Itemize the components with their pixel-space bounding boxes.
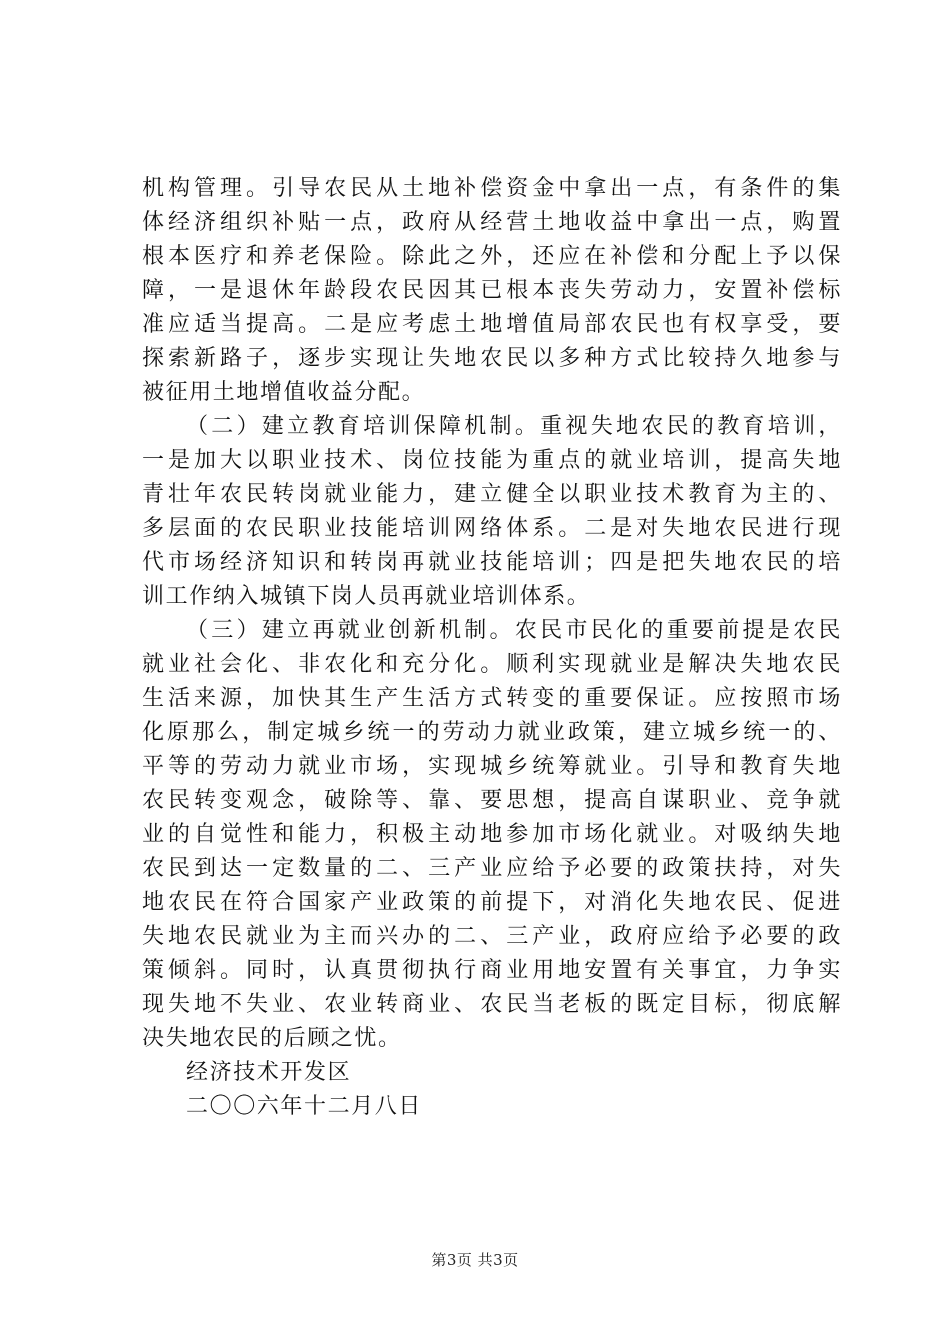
- signature-date: 二〇〇六年十二月八日: [186, 1094, 423, 1119]
- text-line: 被征用土地增值收益分配。: [142, 380, 426, 405]
- text-line: 探索新路子，逐步实现让失地农民以多种方式比较持久地参与: [142, 346, 842, 371]
- text-line: 农民转变观念，破除等、靠、要思想，提高自谋职业、竞争就: [142, 788, 842, 813]
- text-line: 现失地不失业、农业转商业、农民当老板的既定目标，彻底解: [142, 992, 842, 1017]
- document-body: [142, 172, 842, 1124]
- text-line: 体经济组织补贴一点，政府从经营土地收益中拿出一点，购置: [142, 210, 842, 235]
- text-line: 就业社会化、非农化和充分化。顺利实现就业是解决失地农民: [142, 652, 842, 677]
- signature-organization: 经济技术开发区: [186, 1060, 352, 1085]
- text-line: 障，一是退休年龄段农民因其已根本丧失劳动力，安置补偿标: [142, 278, 842, 303]
- text-line: 一是加大以职业技术、岗位技能为重点的就业培训，提高失地: [142, 448, 842, 473]
- text-line: 农民到达一定数量的二、三产业应给予必要的政策扶持，对失: [142, 856, 842, 881]
- text-line: 平等的劳动力就业市场，实现城乡统筹就业。引导和教育失地: [142, 754, 842, 779]
- text-line: 青壮年农民转岗就业能力，建立健全以职业技术教育为主的、: [142, 482, 842, 507]
- section-heading-line: （二）建立教育培训保障机制。重视失地农民的教育培训，: [186, 414, 842, 439]
- page-number-footer: 第3页 共3页: [431, 1251, 519, 1269]
- text-line: 业的自觉性和能力，积极主动地参加市场化就业。对吸纳失地: [142, 822, 842, 847]
- text-line: 代市场经济知识和转岗再就业技能培训；四是把失地农民的培: [142, 550, 842, 575]
- text-line: 决失地农民的后顾之忧。: [142, 1026, 402, 1051]
- text-line: 多层面的农民职业技能培训网络体系。二是对失地农民进行现: [142, 516, 842, 541]
- section-heading-line: （三）建立再就业创新机制。农民市民化的重要前提是农民: [186, 618, 842, 643]
- text-line: 机构管理。引导农民从土地补偿资金中拿出一点，有条件的集: [142, 176, 842, 201]
- text-line: 根本医疗和养老保险。除此之外，还应在补偿和分配上予以保: [142, 244, 842, 269]
- text-line: 化原那么，制定城乡统一的劳动力就业政策，建立城乡统一的、: [142, 720, 842, 745]
- text-line: 失地农民就业为主而兴办的二、三产业，政府应给予必要的政: [142, 924, 842, 949]
- text-line: 地农民在符合国家产业政策的前提下，对消化失地农民、促进: [142, 890, 842, 915]
- text-line: 准应适当提高。二是应考虑土地增值局部农民也有权享受，要: [142, 312, 842, 337]
- text-line: 训工作纳入城镇下岗人员再就业培训体系。: [142, 584, 591, 609]
- text-line: 策倾斜。同时，认真贯彻执行商业用地安置有关事宜，力争实: [142, 958, 842, 983]
- text-line: 生活来源，加快其生产生活方式转变的重要保证。应按照市场: [142, 686, 842, 711]
